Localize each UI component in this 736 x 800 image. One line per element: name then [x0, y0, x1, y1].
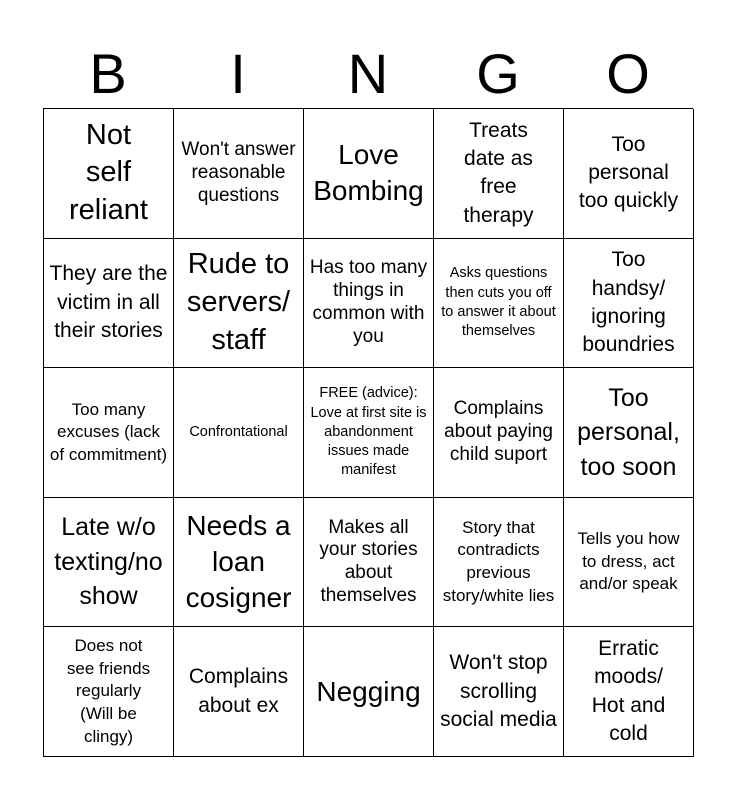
- cell-text: Too personal too quickly: [578, 132, 679, 213]
- bingo-cell[interactable]: [304, 627, 434, 757]
- cell-text: Confrontational: [189, 423, 288, 440]
- bingo-cell[interactable]: [174, 239, 304, 369]
- bingo-cell[interactable]: [434, 498, 564, 628]
- cell-text: Asks questions then cuts you off to answer it about themselves: [441, 265, 556, 340]
- bingo-cell[interactable]: [304, 368, 434, 498]
- cell-text: Love Bombing: [313, 138, 424, 207]
- cell-text: Does not see friends regularly (Will be clingy): [66, 636, 151, 746]
- cell-text: Complains about ex: [188, 665, 289, 717]
- cell-text: Late w/o texting/no show: [54, 513, 163, 611]
- cell-text: They are the victim in all their stories: [49, 262, 168, 343]
- bingo-cell[interactable]: [174, 368, 304, 498]
- bingo-cell[interactable]: [434, 627, 564, 757]
- header-letter-i: I: [230, 42, 246, 105]
- bingo-card: [43, 108, 693, 757]
- bingo-cell[interactable]: [174, 627, 304, 757]
- cell-text: Tells you how to dress, act and/or speak: [577, 529, 680, 594]
- cell-text: Erratic moods/ Hot and cold: [591, 637, 666, 746]
- cell-text: Won't stop scrolling social media: [440, 651, 557, 731]
- header-letter-o: O: [606, 42, 650, 105]
- bingo-cell[interactable]: [564, 498, 694, 628]
- bingo-cell[interactable]: [304, 109, 434, 239]
- bingo-cell[interactable]: [434, 368, 564, 498]
- bingo-cell[interactable]: [44, 239, 174, 369]
- bingo-cell[interactable]: [174, 109, 304, 239]
- cell-text: Complains about paying child suport: [444, 398, 553, 465]
- bingo-cell[interactable]: [44, 109, 174, 239]
- cell-text: Too many excuses (lack of commitment): [49, 399, 168, 464]
- cell-text: Story that contradicts previous story/white lies: [442, 517, 555, 605]
- cell-text: Rude to servers/ staff: [186, 248, 291, 356]
- bingo-cell[interactable]: [304, 498, 434, 628]
- cell-text: Has too many things in common with you: [309, 257, 428, 347]
- bingo-cell[interactable]: [304, 239, 434, 369]
- bingo-header: [43, 40, 693, 108]
- bingo-cell[interactable]: [44, 368, 174, 498]
- cell-text: Too handsy/ ignoring boundries: [582, 248, 675, 357]
- bingo-cell[interactable]: [564, 109, 694, 239]
- bingo-cell[interactable]: [564, 627, 694, 757]
- cell-text: Won't answer reasonable questions: [181, 139, 296, 206]
- bingo-cell[interactable]: [434, 109, 564, 239]
- cell-text: Too personal, too soon: [577, 383, 680, 481]
- cell-text: Needs a loan cosigner: [185, 509, 292, 614]
- bingo-cell[interactable]: [44, 627, 174, 757]
- cell-text: Treats date as free therapy: [463, 118, 534, 227]
- bingo-cell[interactable]: [564, 239, 694, 369]
- header-letter-g: G: [476, 42, 520, 105]
- cell-text: Negging: [316, 675, 421, 707]
- header-letter-b: B: [89, 42, 127, 105]
- bingo-cell[interactable]: [44, 498, 174, 628]
- cell-text: FREE (advice): Love at first site is abandonment issues made manifest: [310, 385, 427, 479]
- bingo-cell[interactable]: [434, 239, 564, 369]
- header-letter-n: N: [347, 42, 389, 105]
- cell-text: Not self reliant: [69, 118, 148, 227]
- cell-text: Makes all your stories about themselves: [319, 516, 418, 606]
- bingo-cell[interactable]: [174, 498, 304, 628]
- bingo-cell[interactable]: [564, 368, 694, 498]
